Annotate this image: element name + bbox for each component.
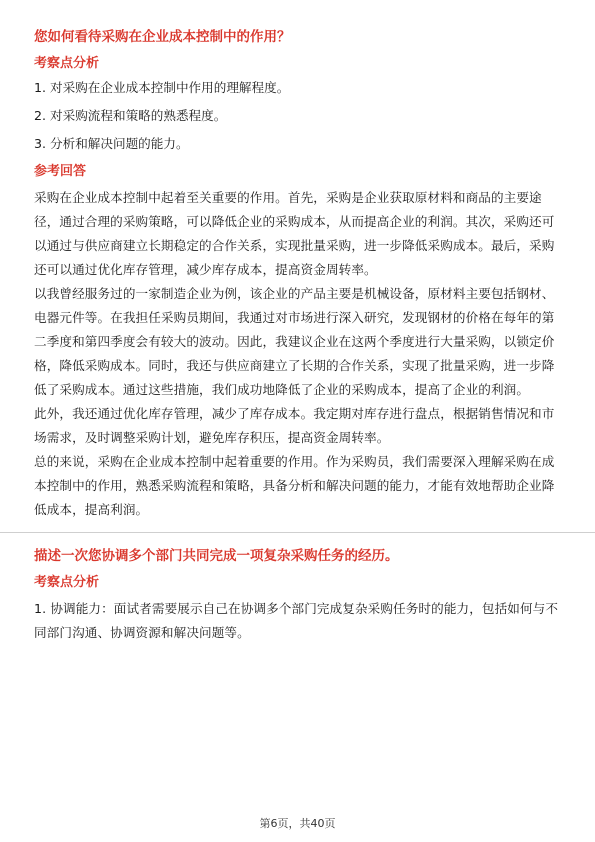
q1-analysis-item-2: 2. 对采购流程和策略的熟悉程度。 [34, 108, 227, 123]
q1-answer-paragraph-2: 以我曾经服务过的一家制造企业为例，该企业的产品主要是机械设备，原材料主要包括钢材、电器元件等。在我担任采购员期间，我通过对市场进行深入研究，发现钢材的价格在每年的第二季度和第四季度会有较大的波动。因此，我建议企业在这两个季度进行大量采购，以锁定价格，降低采购成本。同时，我还与供应商建立了长期的合作关系，实现了批量采购，进一步降低了采购成本。通过这些措施，我们成功地降低了企业的采购成本，提高了企业的利润。 [34, 286, 555, 397]
question-1-title: 您如何看待采购在企业成本控制中的作用？ [34, 29, 291, 45]
q2-analysis-heading: 考察点分析 [34, 575, 100, 590]
q1-analysis-item-3: 3. 分析和解决问题的能力。 [34, 136, 189, 151]
question-2-title: 描述一次您协调多个部门共同完成一项复杂采购任务的经历。 [34, 548, 399, 564]
page-number: 第6页，共40页 [259, 817, 336, 830]
q1-answer-heading: 参考回答 [34, 164, 87, 179]
q2-analysis-item-1: 1. 协调能力：面试者需要展示自己在协调多个部门完成复杂采购任务时的能力，包括如何与不同部门沟通、协调资源和解决问题等。 [34, 601, 559, 640]
document-page [34, 26, 561, 645]
q1-answer-paragraph-4: 总的来说，采购在企业成本控制中起着重要的作用。作为采购员，我们需要深入理解采购在成本控制中的作用，熟悉采购流程和策略，具备分析和解决问题的能力，才能有效地帮助企业降低成本，提高利润。 [34, 454, 555, 517]
q1-answer-paragraph-3: 此外，我还通过优化库存管理，减少了库存成本。我定期对库存进行盘点，根据销售情况和市场需求，及时调整采购计划，避免库存积压，提高资金周转率。 [34, 406, 555, 445]
section-divider [0, 532, 595, 533]
q1-analysis-heading: 考察点分析 [34, 56, 100, 71]
q1-analysis-item-1: 1. 对采购在企业成本控制中作用的理解程度。 [34, 80, 290, 95]
q1-answer-paragraph-1: 采购在企业成本控制中起着至关重要的作用。首先，采购是企业获取原材料和商品的主要途径，通过合理的采购策略，可以降低企业的采购成本，从而提高企业的利润。其次，采购还可以通过与供应商建立长期稳定的合作关系，实现批量采购，进一步降低采购成本。最后，采购还可以通过优化库存管理，减少库存成本，提高资金周转率。 [34, 190, 555, 277]
